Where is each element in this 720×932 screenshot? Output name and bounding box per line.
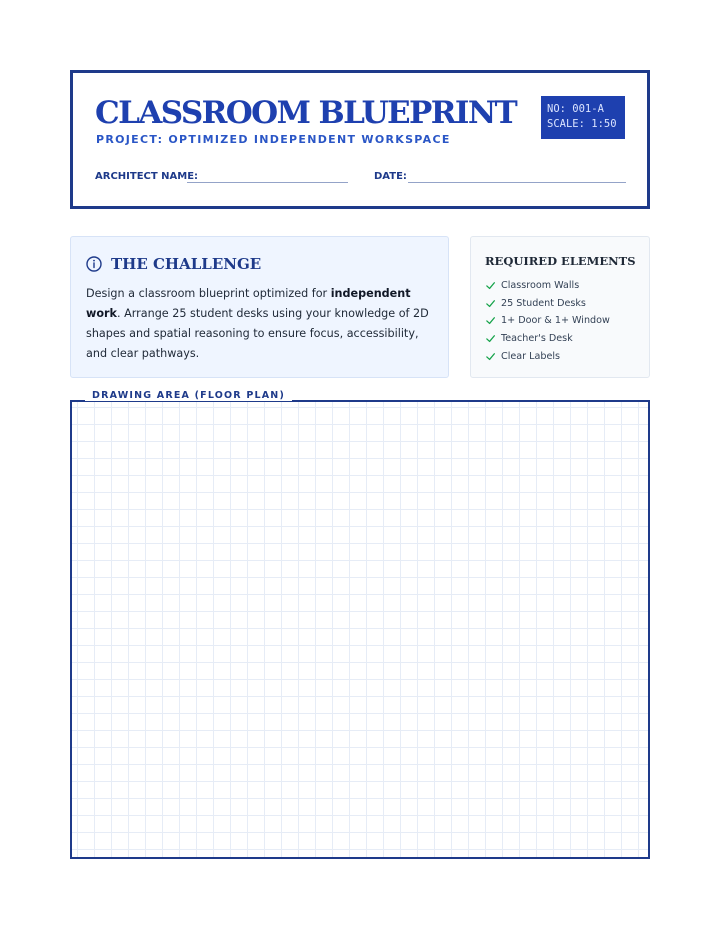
check-icon (485, 280, 496, 291)
check-icon (485, 333, 496, 344)
challenge-title: THE CHALLENGE (111, 255, 262, 273)
challenge-text-part: Design a classroom blueprint optimized for (86, 287, 331, 300)
check-icon (485, 315, 496, 326)
stamp-scale: SCALE: 1:50 (547, 118, 617, 130)
required-elements-title: REQUIRED ELEMENTS (485, 254, 636, 268)
project-subtitle: PROJECT: OPTIMIZED INDEPENDENT WORKSPACE (96, 133, 451, 146)
required-element-label: 25 Student Desks (501, 297, 586, 309)
check-icon (485, 351, 496, 362)
list-item (485, 347, 610, 365)
check-icon (485, 298, 496, 309)
drawing-area[interactable] (70, 400, 650, 859)
page-title: CLASSROOM BLUEPRINT (95, 95, 517, 131)
drawing-area-label: DRAWING AREA (FLOOR PLAN) (85, 390, 292, 401)
challenge-panel (70, 236, 449, 378)
challenge-text-emphasis: independent work (86, 287, 411, 320)
required-elements-list (485, 277, 610, 365)
required-element-label: Clear Labels (501, 350, 561, 362)
architect-name-label: ARCHITECT NAME: (95, 171, 199, 182)
list-item (485, 312, 610, 330)
header-box (70, 70, 650, 209)
architect-name-line[interactable] (187, 182, 348, 183)
info-icon (86, 256, 102, 272)
required-element-label: Teacher's Desk (501, 333, 573, 345)
list-item (485, 277, 610, 295)
date-line[interactable] (408, 182, 626, 183)
date-label: DATE: (374, 171, 407, 182)
blueprint-stamp (541, 96, 625, 139)
list-item (485, 330, 610, 348)
required-element-label: Classroom Walls (501, 280, 580, 292)
required-element-label: 1+ Door & 1+ Window (501, 315, 610, 327)
list-item (485, 295, 610, 313)
stamp-number: NO: 001-A (547, 103, 604, 115)
challenge-text-part: . Arrange 25 student desks using your knowledge of 2D shapes and spatial reasoning to ensure focus, accessibility, and clear pathways. (86, 307, 429, 360)
challenge-text (86, 284, 441, 364)
required-elements-panel (470, 236, 650, 378)
